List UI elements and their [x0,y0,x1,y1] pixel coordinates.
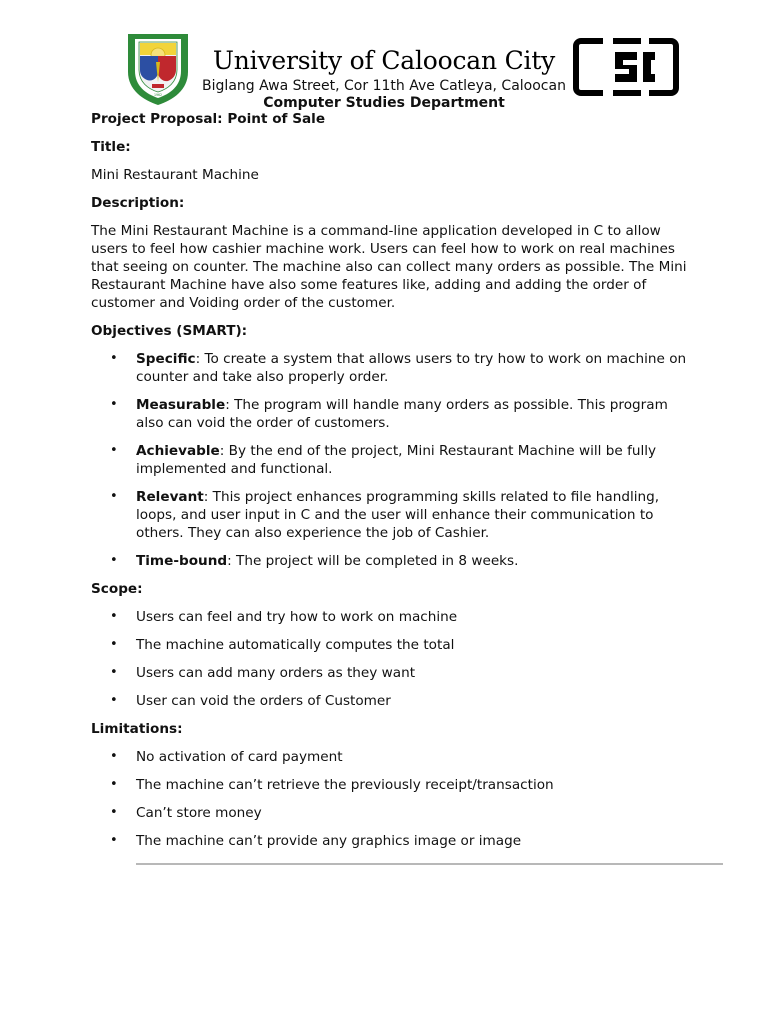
objectives-heading: Objectives (SMART): [91,323,248,339]
svg-text:1962: 1962 [153,93,163,97]
proposal-body [91,110,691,850]
objective-text: : The program will handle many orders as possible. This program also can void the order of customers. [136,397,668,431]
objective-item [91,442,691,478]
objective-item [91,488,691,542]
objective-text: : By the end of the project, Mini Restaurant Machine will be fully implemented and functional. [136,443,657,477]
limitation-item: • The machine can’t provide any graphics image or image [91,832,691,850]
objective-item [91,396,691,432]
objective-item [91,350,691,386]
objective-term: Time-bound [136,553,228,569]
limitation-item: • Can’t store money [91,804,691,822]
limitations-list [91,748,691,850]
objective-text: : To create a system that allows users to try how to work on machine on counter and take also properly order. [136,351,687,385]
university-address: Biglang Awa Street, Cor 11th Ave Catleya, Caloocan [202,78,566,94]
objective-term: Specific [136,351,196,367]
university-name: University of Caloocan City [212,46,556,75]
title-text: Mini Restaurant Machine [91,167,259,183]
limitation-item: • No activation of card payment [91,748,691,766]
scope-heading: Scope: [91,581,143,597]
description-heading: Description: [91,195,185,211]
title-heading: Title: [91,139,131,155]
letterhead [0,30,768,110]
objective-text: : The project will be completed in 8 weeks. [227,553,519,569]
scope-item: • User can void the orders of Customer [91,692,691,710]
scope-list [91,608,691,710]
objective-term: Relevant [136,489,204,505]
scope-item: • Users can add many orders as they want [91,664,691,682]
university-seal-icon [126,32,190,106]
department-name: Computer Studies Department [263,95,505,111]
objective-item [91,552,691,570]
objective-term: Measurable [136,397,226,413]
scope-item: • Users can feel and try how to work on machine [91,608,691,626]
section-divider [136,863,723,865]
proposal-heading: Project Proposal: Point of Sale [91,111,326,127]
scope-item: • The machine automatically computes the total [91,636,691,654]
objectives-list [91,350,691,570]
description-text: The Mini Restaurant Machine is a command-line application developed in C to allow users to feel how cashier machine work. Users can feel how to work on real machines that seeing on counter. The machine also can collect many orders as possible. The Mini Restaurant Machine have also some features like, adding and adding the order of customer and Voiding order of the customer. [91,223,687,311]
limitations-heading: Limitations: [91,721,183,737]
csd-logo-icon [573,38,679,96]
objective-term: Achievable [136,443,220,459]
objective-text: : This project enhances programming skills related to file handling, loops, and user input in C and the user will enhance their communication to others. They can also experience the job of Cashier. [136,489,660,541]
limitation-item: • The machine can’t retrieve the previously receipt/transaction [91,776,691,794]
